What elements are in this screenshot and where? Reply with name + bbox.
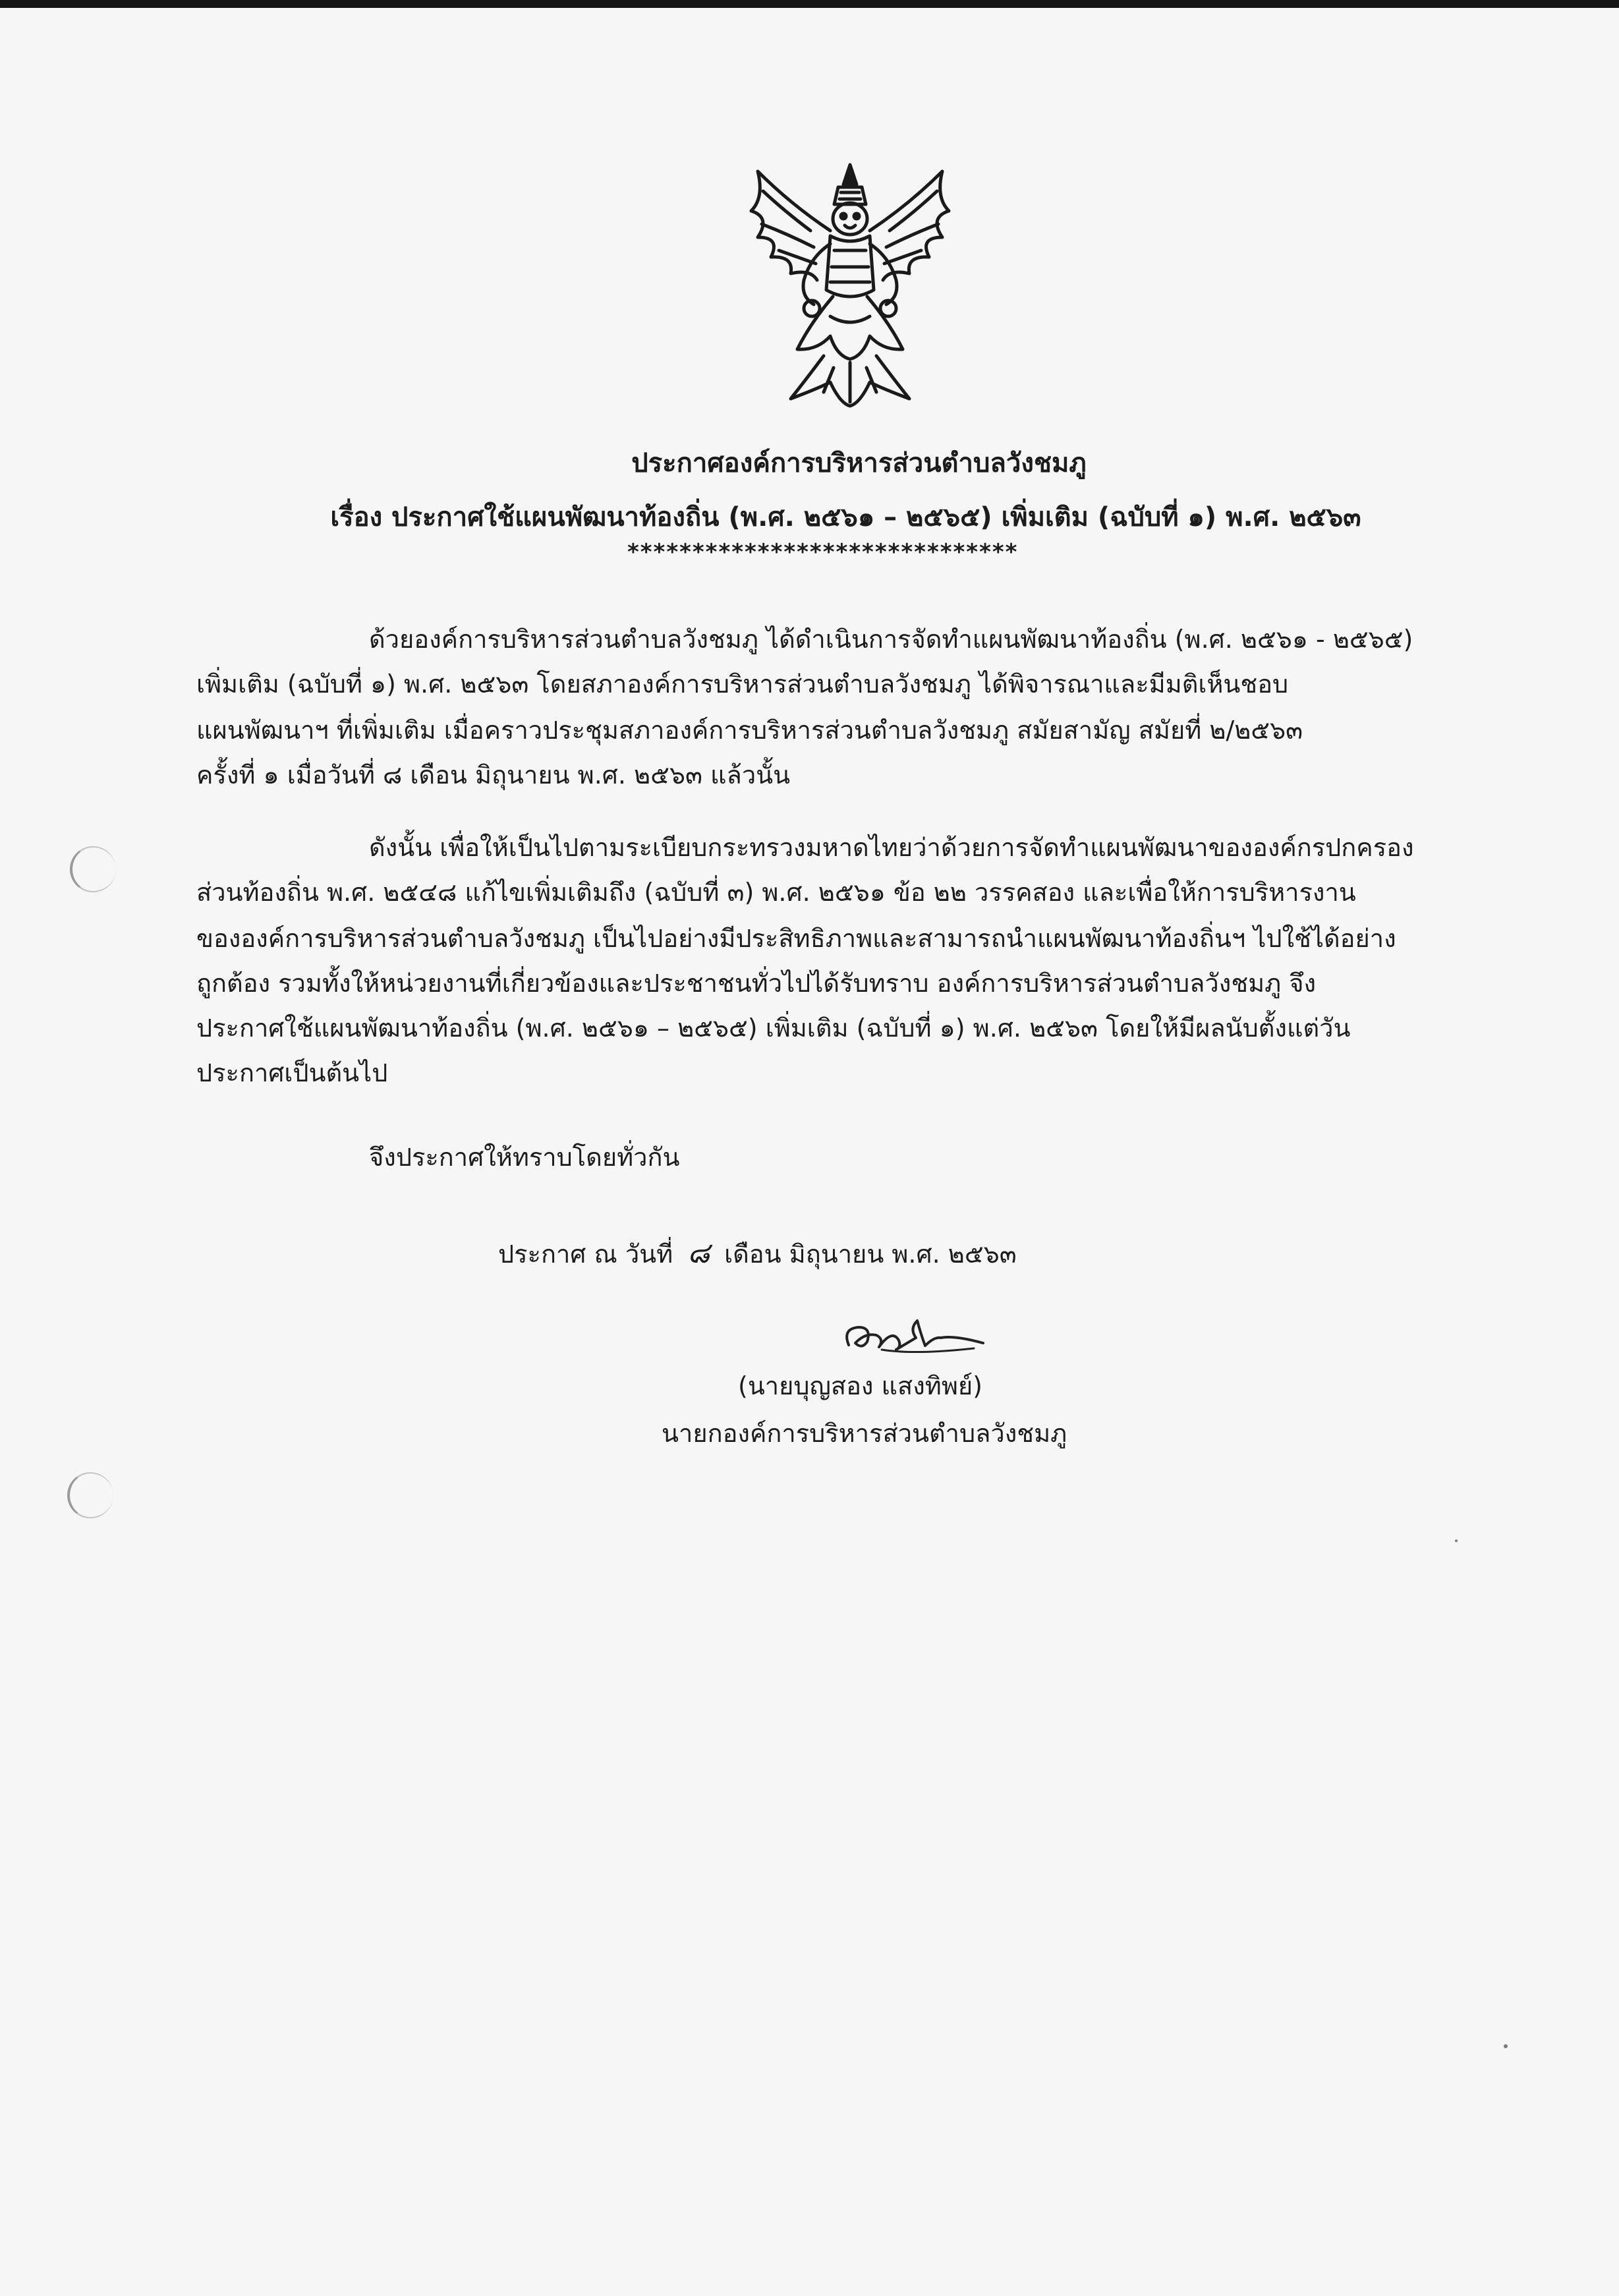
paragraph-1-line: ด้วยองค์การบริหารส่วนตำบลวังชมภู ได้ดำเนินการจัดทำแผนพัฒนาท้องถิ่น (พ.ศ. ๒๕๖๑ - ๒๕๖๕)	[369, 625, 1413, 654]
paragraph-1-line: แผนพัฒนาฯ ที่เพิ่มเติม เมื่อคราวประชุมสภาองค์การบริหารส่วนตำบลวังชมภู สมัยสามัญ สมัยที่ ๒/๒๕๖๓	[196, 716, 1303, 745]
paragraph-1-line: เพิ่มเติม (ฉบับที่ ๑) พ.ศ. ๒๕๖๓ โดยสภาองค์การบริหารส่วนตำบลวังชมภู ได้พิจารณาและมีมติเห็นชอบ	[196, 670, 1289, 699]
announcement-date	[498, 1230, 1017, 1276]
announcement-subject: เรื่อง ประกาศใช้แผนพัฒนาท้องถิ่น (พ.ศ. ๒๕๖๑ – ๒๕๖๕) เพิ่มเติม (ฉบับที่ ๑) พ.ศ. ๒๕๖๓	[330, 502, 1361, 532]
scan-speck	[1504, 2044, 1508, 2048]
paragraph-1-line: ครั้งที่ ๑ เมื่อวันที่ ๘ เดือน มิถุนายน พ.ศ. ๒๕๖๓ แล้วนั้น	[196, 761, 791, 789]
announcement-title: ประกาศองค์การบริหารส่วนตำบลวังชมภู	[631, 448, 1087, 478]
paragraph-2-line: ประกาศเป็นต้นไป	[196, 1058, 388, 1087]
scan-top-edge	[0, 0, 1619, 8]
date-day-handwritten: ๘	[687, 1236, 710, 1270]
paragraph-2-line: ถูกต้อง รวมทั้งให้หน่วยงานที่เกี่ยวข้องและประชาชนทั่วไปได้รับทราบ องค์การบริหารส่วนตำบลวังชมภู จึง	[196, 969, 1317, 998]
signer-name: (นายบุญสอง แสงทิพย์)	[738, 1371, 982, 1400]
handwritten-signature	[836, 1309, 987, 1362]
paragraph-2-line: ขององค์การบริหารส่วนตำบลวังชมภู เป็นไปอย่างมีประสิทธิภาพและสามารถนำแผนพัฒนาท้องถิ่นฯ ไปใช้ได้อย่าง	[196, 924, 1396, 953]
date-suffix: เดือน มิถุนายน พ.ศ. ๒๕๖๓	[724, 1240, 1017, 1269]
paragraph-2-line: ส่วนท้องถิ่น พ.ศ. ๒๕๔๘ แก้ไขเพิ่มเติมถึง (ฉบับที่ ๓) พ.ศ. ๒๕๖๑ ข้อ ๒๒ วรรคสอง และเพื่อให้การบริหารงาน	[196, 878, 1356, 907]
garuda-emblem-icon	[731, 158, 969, 409]
scan-speck	[1455, 1539, 1458, 1542]
date-prefix: ประกาศ ณ วันที่	[498, 1240, 673, 1269]
punch-hole-lower	[67, 1472, 113, 1518]
signer-title: นายกองค์การบริหารส่วนตำบลวังชมภู	[662, 1419, 1067, 1448]
paragraph-2-line: ประกาศใช้แผนพัฒนาท้องถิ่น (พ.ศ. ๒๕๖๑ – ๒๕๖๕) เพิ่มเติม (ฉบับที่ ๑) พ.ศ. ๒๕๖๓ โดยให้มีผลนับตั้งแต่วัน	[196, 1014, 1351, 1043]
header-divider: ******************************	[627, 539, 1019, 565]
closing-statement: จึงประกาศให้ทราบโดยทั่วกัน	[369, 1143, 680, 1172]
punch-hole-upper	[70, 846, 116, 892]
paragraph-2-line: ดังนั้น เพื่อให้เป็นไปตามระเบียบกระทรวงมหาดไทยว่าด้วยการจัดทำแผนพัฒนาขององค์กรปกครอง	[369, 833, 1414, 862]
